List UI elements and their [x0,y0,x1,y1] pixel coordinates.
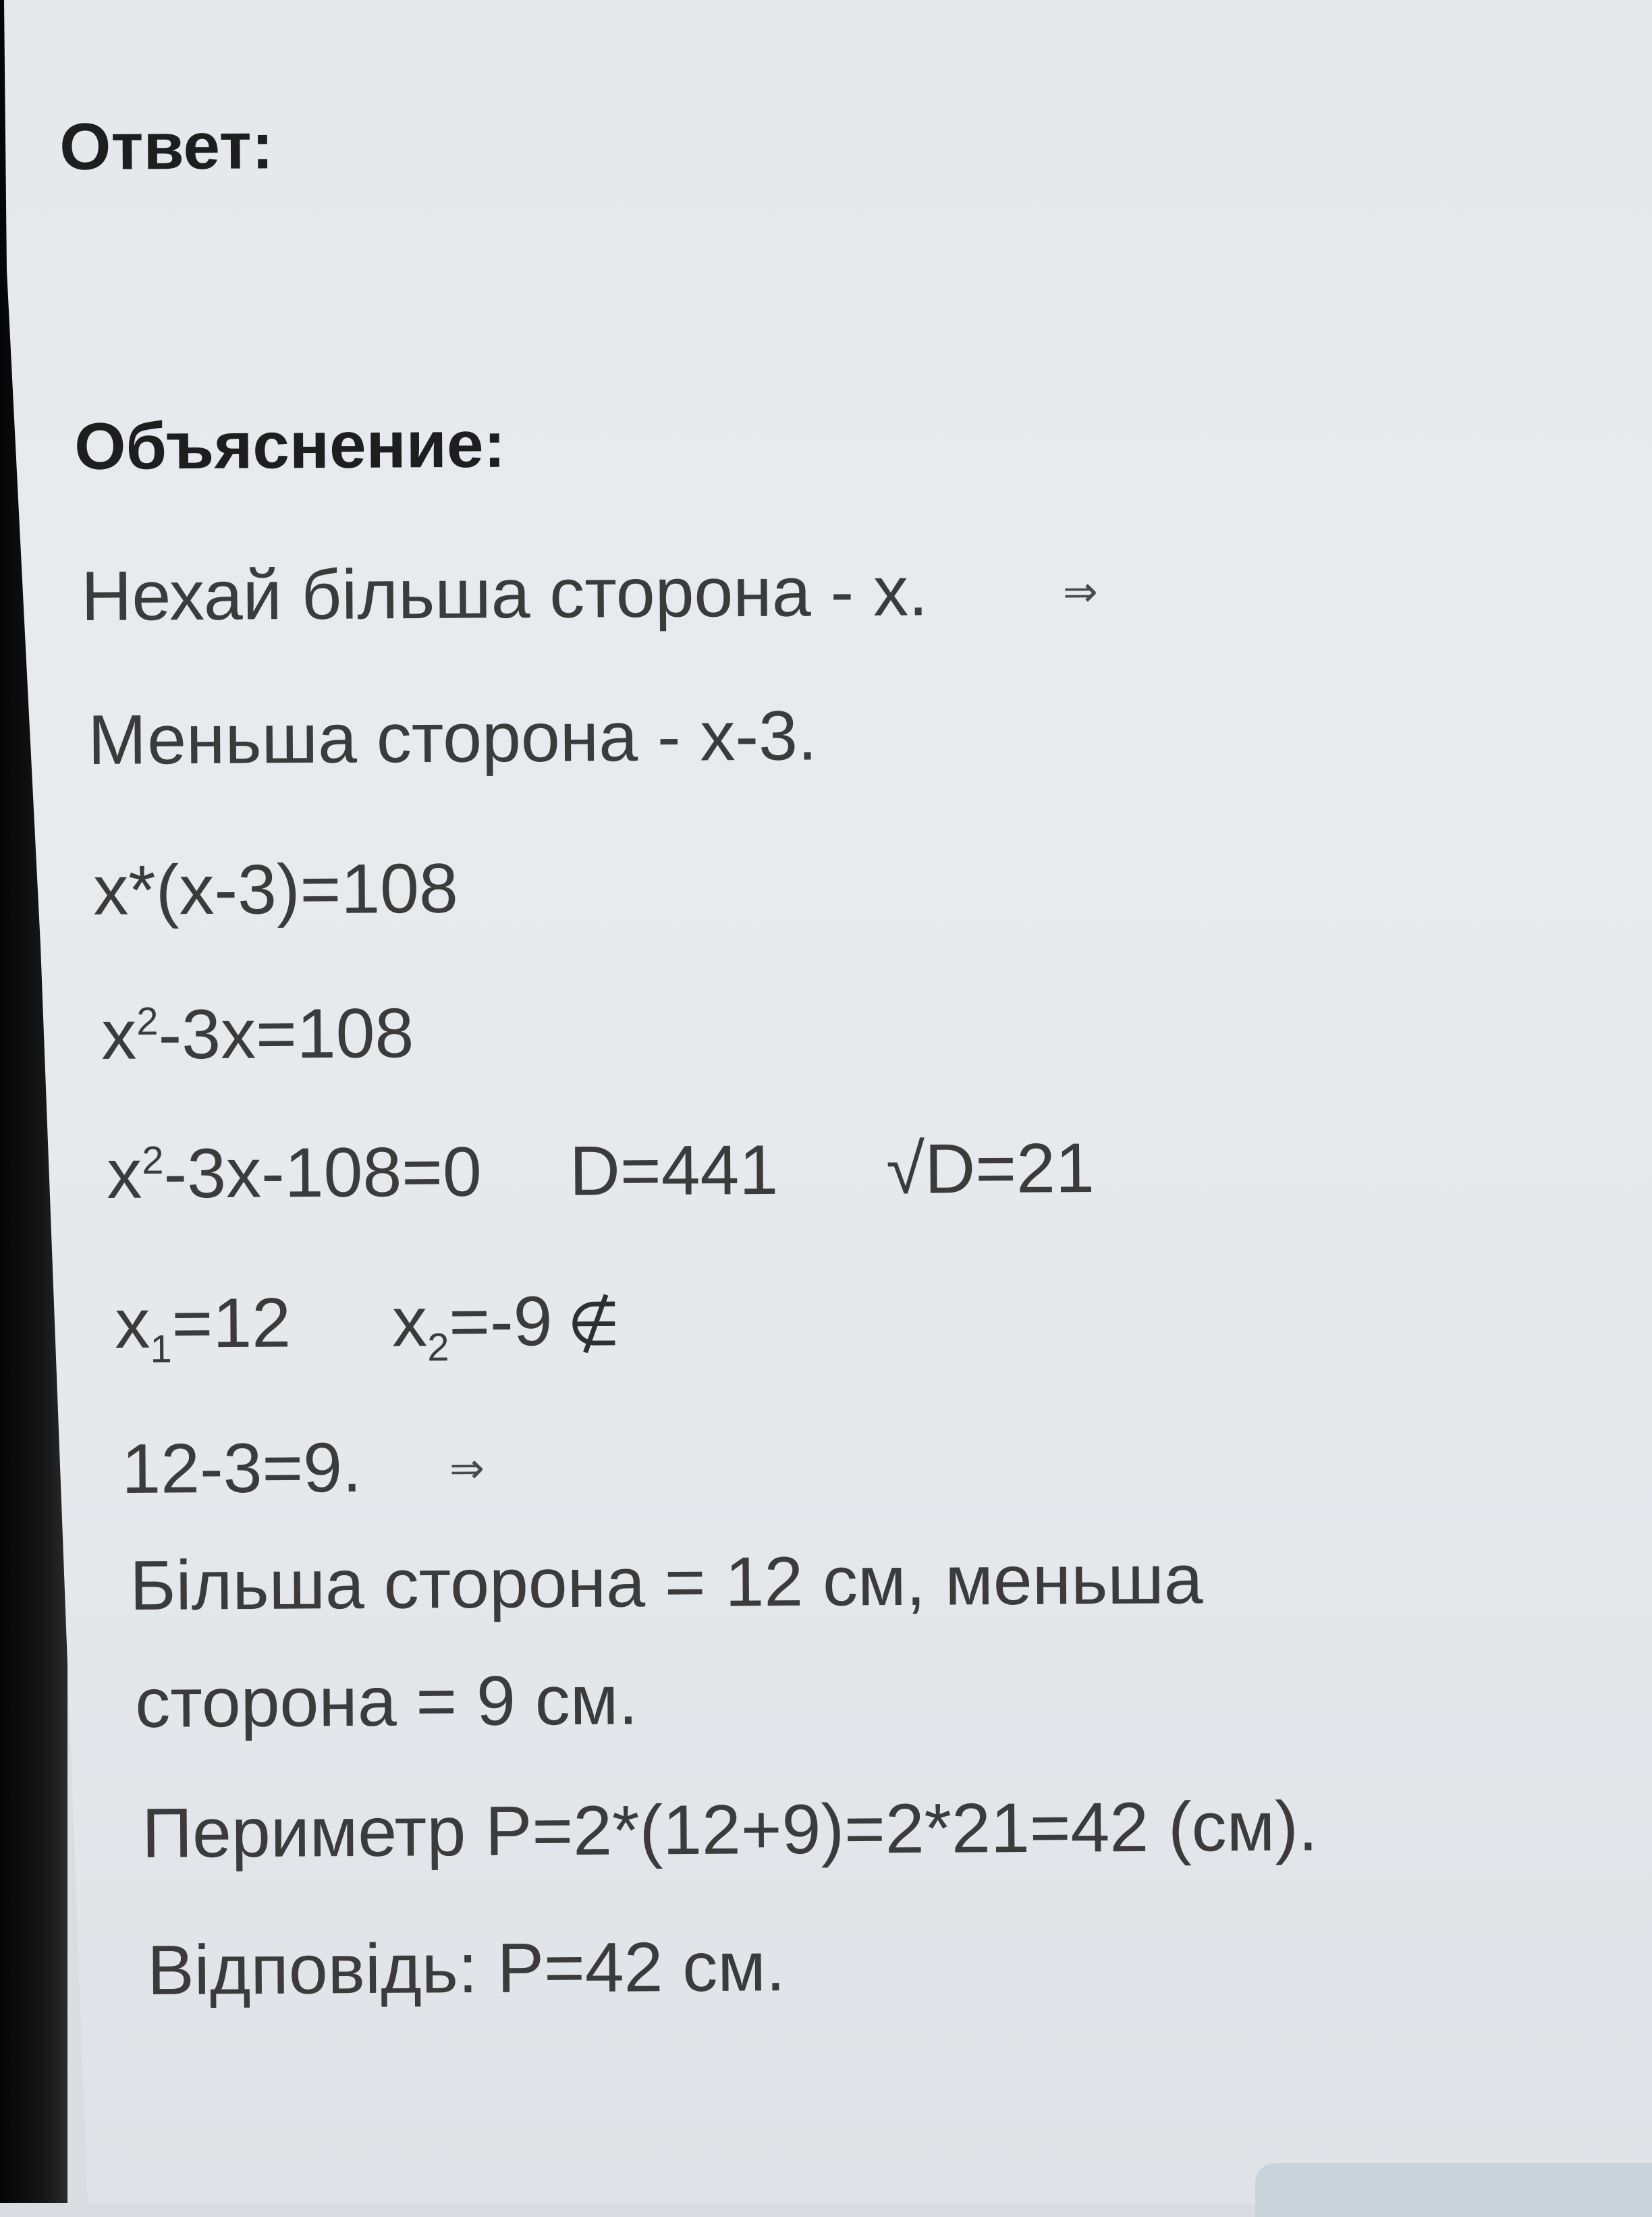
line-smaller-calc [121,1428,485,1508]
line-sides-result-1: Більша сторона = 12 см, меньша [129,1540,1203,1625]
equation-rest: -3х=108 [158,994,414,1074]
equation-rest: -3х-108=0 [163,1132,483,1213]
var-x: х [101,995,137,1074]
line-bigger-side [80,552,1099,636]
exponent: 2 [141,1138,164,1183]
discriminant: D=441 [569,1130,779,1211]
not-element-of-icon: ∉ [567,1288,621,1360]
equation-expanded [101,994,414,1074]
explanation-heading: Объяснение: [74,406,506,483]
root-x1-value: =12 [171,1284,292,1363]
implies-arrow-icon: ⇒ [449,1443,485,1494]
discriminant-root: √D=21 [885,1129,1095,1209]
var-x2: х [391,1283,428,1362]
subscript: 2 [427,1325,449,1369]
exponent: 2 [136,999,159,1044]
root-x2-value: =-9 [448,1282,553,1361]
line-final-answer: Відповідь: Р=42 см. [146,1927,786,2010]
line-perimeter: Периметр Р=2*(12+9)=2*21=42 (см). [141,1787,1319,1873]
var-x: х [106,1134,142,1213]
smaller-side-calc: 12-3=9. [121,1428,362,1508]
line-sides-result-2: сторона = 9 см. [134,1661,638,1743]
bottom-action-bar[interactable] [1255,2163,1652,2217]
var-x1: х [114,1284,150,1363]
answer-heading: Ответ: [59,108,274,184]
equation-quadratic [106,1129,1095,1213]
equation-roots [114,1282,621,1371]
equation-product: х*(х-3)=108 [92,849,459,930]
line-bigger-side-text: Нехай більша сторона - х. [80,552,929,636]
line-smaller-side: Меньша сторона - х-3. [87,696,818,779]
subscript: 1 [150,1327,173,1371]
implies-arrow-icon: ⇒ [1062,566,1099,617]
